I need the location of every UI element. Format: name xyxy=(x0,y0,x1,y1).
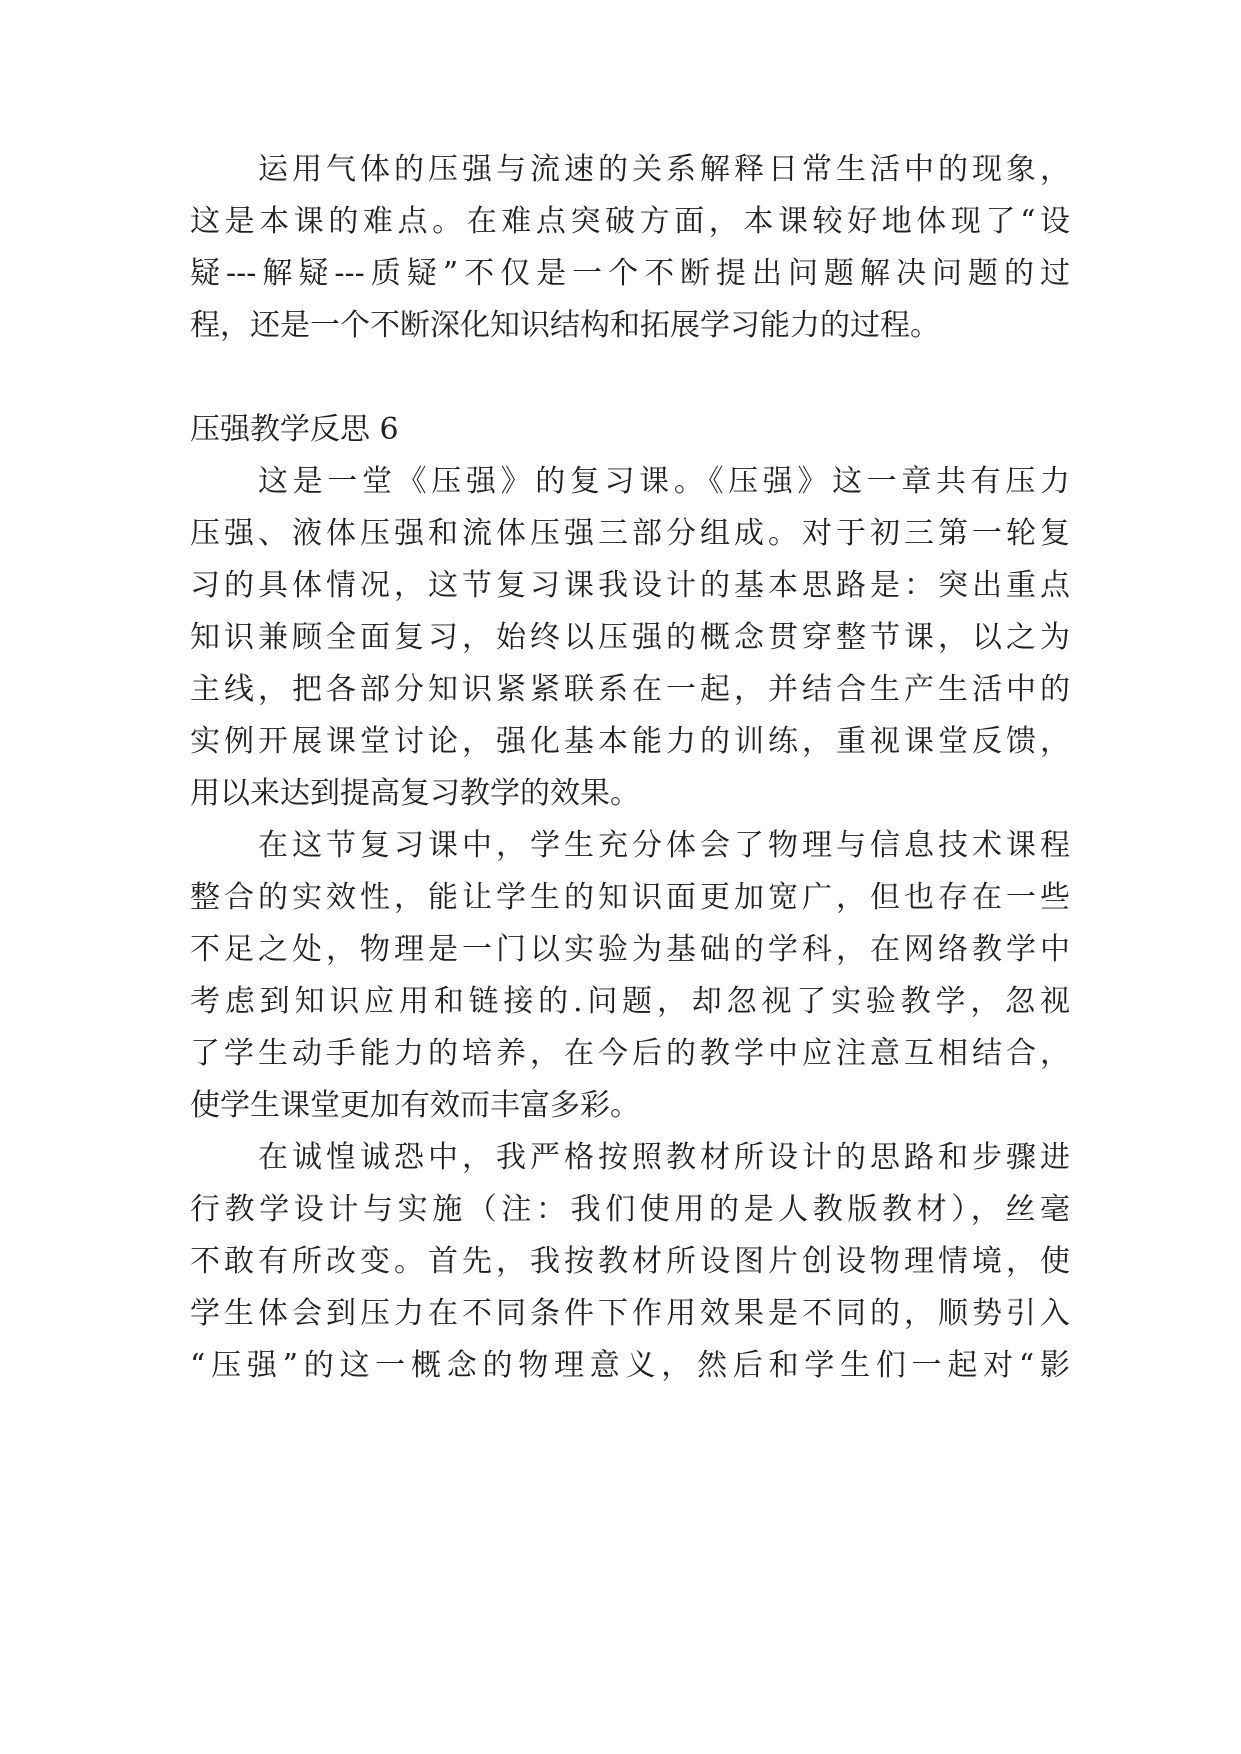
text-line: 疑---解疑---质疑”不仅是一个不断提出问题解决问题的过 xyxy=(190,256,1070,291)
text-line: 实例开展课堂讨论，强化基本能力的训练，重视课堂反馈， xyxy=(190,724,1070,759)
text-line: 学生体会到压力在不同条件下作用效果是不同的，顺势引入 xyxy=(190,1296,1070,1331)
text-line: “压强”的这一概念的物理意义，然后和学生们一起对“影 xyxy=(190,1348,1070,1383)
text-line: 运用气体的压强与流速的关系解释日常生活中的现象， xyxy=(258,152,1070,187)
text-line: 在诚惶诚恐中，我严格按照教材所设计的思路和步骤进 xyxy=(258,1140,1070,1175)
text-line: 这是本课的难点。在难点突破方面，本课较好地体现了“设 xyxy=(190,204,1070,239)
text-line: 在这节复习课中，学生充分体会了物理与信息技术课程 xyxy=(258,828,1070,863)
text-line: 不敢有所改变。首先，我按教材所设图片创设物理情境，使 xyxy=(190,1244,1070,1279)
text-line: 主线，把各部分知识紧紧联系在一起，并结合生产生活中的 xyxy=(190,672,1070,707)
text-line: 习的具体情况，这节复习课我设计的基本思路是：突出重点 xyxy=(190,568,1070,603)
text-line: 知识兼顾全面复习，始终以压强的概念贯穿整节课，以之为 xyxy=(190,620,1070,655)
text-line: 行教学设计与实施（注：我们使用的是人教版教材），丝毫 xyxy=(190,1192,1070,1227)
section-heading: 压强教学反思 6 xyxy=(190,412,399,447)
text-line: 使学生课堂更加有效而丰富多彩。 xyxy=(190,1088,640,1123)
text-line: 整合的实效性，能让学生的知识面更加宽广，但也存在一些 xyxy=(190,880,1070,915)
text-line: 压强、液体压强和流体压强三部分组成。对于初三第一轮复 xyxy=(190,516,1070,551)
text-line: 程，还是一个不断深化知识结构和拓展学习能力的过程。 xyxy=(190,308,940,343)
text-line: 不足之处，物理是一门以实验为基础的学科，在网络教学中 xyxy=(190,932,1070,967)
text-line: 这是一堂《压强》的复习课。《压强》这一章共有压力 xyxy=(258,464,1070,499)
text-line: 用以来达到提高复习教学的效果。 xyxy=(190,776,640,811)
text-line: 考虑到知识应用和链接的.问题，却忽视了实验教学，忽视 xyxy=(190,984,1070,1019)
text-line: 了学生动手能力的培养，在今后的教学中应注意互相结合， xyxy=(190,1036,1070,1071)
